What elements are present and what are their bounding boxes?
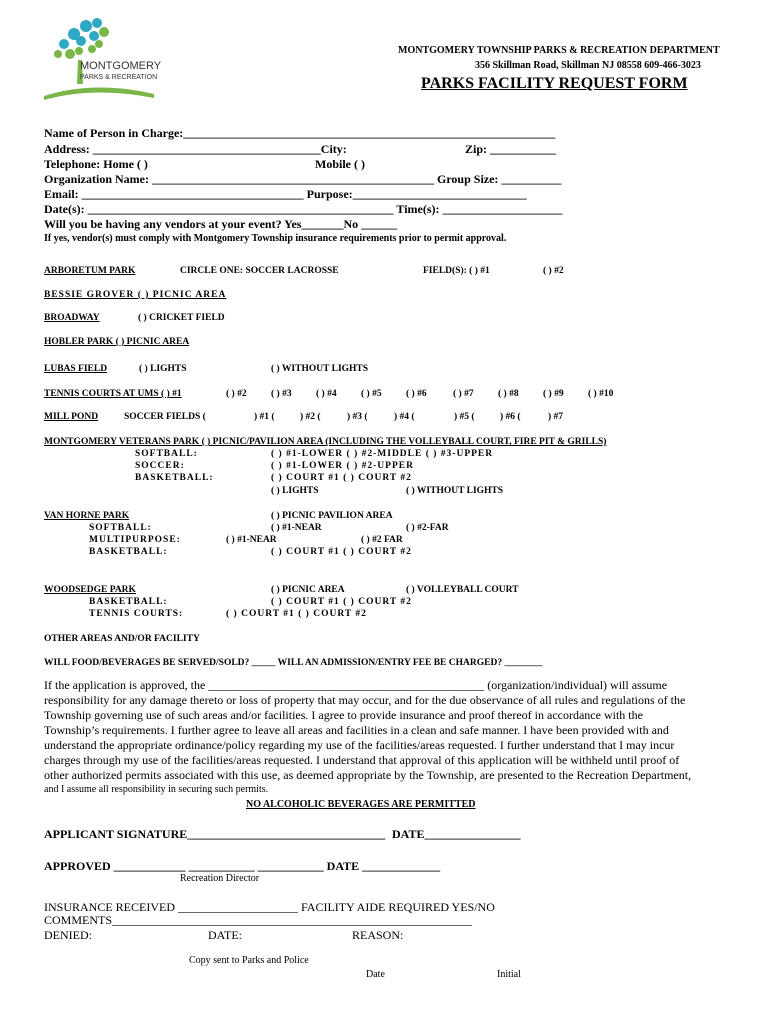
vh-softball-near[interactable]: ( ) #1-NEAR	[271, 523, 322, 533]
vet-basketball-label: BASKETBALL:	[135, 473, 214, 483]
van-horne-park: VAN HORNE PARK	[44, 511, 130, 521]
tennis-court-7[interactable]: ( ) #7	[453, 389, 474, 399]
vendor-note: If yes, vendor(s) must comply with Montgomery Township insurance requirements prior to permit approval.	[44, 233, 507, 244]
tennis-court-2[interactable]: ( ) #2	[226, 389, 247, 399]
logo-line2: PARKS & RECREATION	[80, 74, 158, 81]
woodsedge-park: WOODSEDGE PARK	[44, 585, 136, 595]
copy-date: Date	[366, 969, 385, 980]
lubas-field: LUBAS FIELD	[44, 364, 108, 374]
vh-softball-label: SOFTBALL:	[89, 523, 152, 533]
agreement-last: and I assume all responsibility in securing such permits.	[44, 784, 269, 795]
mill-field-1[interactable]: ) #1 (	[254, 412, 275, 422]
mill-pond: MILL POND	[44, 412, 99, 422]
comments-field[interactable]: COMMENTS____________________________________________________________	[44, 913, 473, 927]
tennis-court-10[interactable]: ( ) #10	[588, 389, 614, 399]
mill-field-4[interactable]: ) #4 (	[394, 412, 415, 422]
dept-name: MONTGOMERY TOWNSHIP PARKS & RECREATION DEPARTMENT	[398, 45, 720, 56]
tennis-ums[interactable]: TENNIS COURTS AT UMS ( ) #1	[44, 389, 182, 399]
denied-date[interactable]: DATE:	[208, 928, 242, 942]
vh-basketball-label: BASKETBALL:	[89, 547, 168, 557]
vet-lights[interactable]: ( ) LIGHTS	[271, 486, 319, 496]
mill-field-3[interactable]: ) #3 (	[347, 412, 368, 422]
vet-softball-label: SOFTBALL:	[135, 449, 198, 459]
name-field[interactable]: Name of Person in Charge:______________________________________________________________	[44, 126, 556, 140]
mill-field-7[interactable]: ) #7	[548, 412, 564, 422]
we-basketball-label: BASKETBALL:	[89, 597, 168, 607]
bessie-grover[interactable]: BESSIE GROVER ( ) PICNIC AREA	[44, 290, 227, 300]
veterans-park	[44, 437, 606, 447]
vet-soccer-opts[interactable]: ( ) #1-LOWER ( ) #2-UPPER	[271, 461, 414, 471]
lubas-lights[interactable]: ( ) LIGHTS	[139, 364, 187, 374]
denied-reason[interactable]: REASON:	[352, 928, 404, 942]
vh-multi-far[interactable]: ( ) #2 FAR	[361, 535, 403, 545]
logo-line1: MONTGOMERY	[80, 60, 162, 72]
logo	[34, 14, 164, 104]
veterans-title[interactable]: MONTGOMERY VETERANS PARK ( ) PICNIC/PAVILION AREA (INCLUDING THE VOLLEYBALL COURT, FIRE PIT & GRILLS)	[44, 437, 607, 447]
signature-date[interactable]: DATE________________	[392, 827, 521, 841]
tennis-court-5[interactable]: ( ) #5	[361, 389, 382, 399]
agreement-line-5: understand the appropriate ordinance/policy regarding my use of the facilities/areas requested. I further understand that I may incur	[44, 738, 675, 752]
vh-multi-near[interactable]: ( ) #1-NEAR	[226, 535, 277, 545]
arboretum-field2[interactable]: ( ) #2	[543, 266, 564, 276]
vh-pavilion[interactable]: ( ) PICNIC PAVILION AREA	[271, 511, 393, 521]
email-field[interactable]: Email: _____________________________________ Purpose:_____________________________	[44, 187, 527, 201]
mill-soccer-label: SOCCER FIELDS (	[124, 412, 206, 422]
arboretum-circle[interactable]: CIRCLE ONE: SOCCER LACROSSE	[180, 266, 339, 276]
dates-field[interactable]: Date(s): ___________________________________________________ Time(s): ____________________	[44, 202, 563, 216]
mill-field-2[interactable]: ) #2 (	[300, 412, 321, 422]
mill-field-6[interactable]: ) #6 (	[500, 412, 521, 422]
other-areas[interactable]: OTHER AREAS AND/OR FACILITY	[44, 634, 200, 644]
arboretum-field1[interactable]: FIELD(S): ( ) #1	[423, 266, 490, 276]
tennis-court-4[interactable]: ( ) #4	[316, 389, 337, 399]
agreement-line-1: If the application is approved, the ______________________________________________ (organization/individual) will assume	[44, 678, 668, 692]
broadway-cricket[interactable]: ( ) CRICKET FIELD	[138, 313, 225, 323]
phone-field[interactable]: Telephone: Home ( )	[44, 157, 148, 171]
arboretum-park: ARBORETUM PARK	[44, 266, 136, 276]
vet-soccer-label: SOCCER:	[135, 461, 185, 471]
lubas-nolights[interactable]: ( ) WITHOUT LIGHTS	[271, 364, 369, 374]
vh-softball-far[interactable]: ( ) #2-FAR	[406, 523, 449, 533]
hobler-park[interactable]: HOBLER PARK ( ) PICNIC AREA	[44, 337, 190, 347]
zip-field[interactable]: Zip: ___________	[465, 142, 557, 156]
we-tennis-courts[interactable]: ( ) COURT #1 ( ) COURT #2	[226, 609, 367, 619]
tennis-court-8[interactable]: ( ) #8	[498, 389, 519, 399]
address-field[interactable]: Address: ______________________________________City:	[44, 142, 347, 156]
applicant-signature[interactable]: APPLICANT SIGNATURE_________________________________	[44, 827, 386, 841]
tennis-court-6[interactable]: ( ) #6	[406, 389, 427, 399]
mobile-field[interactable]: Mobile ( )	[315, 157, 365, 171]
recreation-director: Recreation Director	[180, 873, 260, 884]
food-admission[interactable]: WILL FOOD/BEVERAGES BE SERVED/SOLD? _____ WILL AN ADMISSION/ENTRY FEE BE CHARGED? ________	[44, 658, 543, 668]
vet-basketball-opts[interactable]: ( ) COURT #1 ( ) COURT #2	[271, 473, 412, 483]
agreement-line-4: Township’s requirements. I further agree to leave all areas and facilities in a clean and safe manner. I have been provided with and	[44, 723, 669, 737]
approved-field[interactable]: APPROVED ____________ ___________ ___________ DATE _____________	[44, 859, 441, 873]
agreement-line-7: other authorized permits associated with this use, as deemed appropriate by the Township, are presented to the Recreation Department,	[44, 768, 692, 782]
we-tennis-label: TENNIS COURTS:	[89, 609, 184, 619]
tennis-court-9[interactable]: ( ) #9	[543, 389, 564, 399]
agreement-line-6: charges through my use of the facilities/areas requested. I understand that approval of this application will be withheld until proof of	[44, 753, 680, 767]
we-volleyball[interactable]: ( ) VOLLEYBALL COURT	[406, 585, 519, 595]
vet-nolights[interactable]: ( ) WITHOUT LIGHTS	[406, 486, 504, 496]
org-field[interactable]: Organization Name: _______________________________________________ Group Size: __________	[44, 172, 562, 186]
tennis-court-3[interactable]: ( ) #3	[271, 389, 292, 399]
vet-softball-opts[interactable]: ( ) #1-LOWER ( ) #2-MIDDLE ( ) #3-UPPER	[271, 449, 494, 459]
vendors-field[interactable]: Will you be having any vendors at your event? Yes_______No ______	[44, 217, 398, 231]
copy-initial: Initial	[497, 969, 521, 980]
dept-address: 356 Skillman Road, Skillman NJ 08558 609-466-3023	[475, 60, 701, 71]
page-title: PARKS FACILITY REQUEST FORM	[421, 75, 688, 92]
copy-sent: Copy sent to Parks and Police	[189, 955, 309, 966]
agreement-line-2: responsibility for any damage thereto or loss of property that may occur, and for the due observance of all rules and regulations of the	[44, 693, 686, 707]
vh-multi-label: MULTIPURPOSE:	[89, 535, 181, 545]
tree-logo-icon	[34, 14, 164, 104]
we-basketball-courts[interactable]: ( ) COURT #1 ( ) COURT #2	[271, 597, 412, 607]
denied-label[interactable]: DENIED:	[44, 928, 92, 942]
vh-basketball-courts[interactable]: ( ) COURT #1 ( ) COURT #2	[271, 547, 412, 557]
broadway: BROADWAY	[44, 313, 100, 323]
agreement-line-3: Township governing use of such areas and/or facilities. I agree to provide insurance and proof thereof in accordance with the	[44, 708, 643, 722]
we-picnic[interactable]: ( ) PICNIC AREA	[271, 585, 345, 595]
mill-field-5[interactable]: ) #5 (	[454, 412, 475, 422]
insurance-received[interactable]: INSURANCE RECEIVED ____________________ FACILITY AIDE REQUIRED YES/NO	[44, 900, 495, 914]
no-alcohol: NO ALCOHOLIC BEVERAGES ARE PERMITTED	[246, 799, 476, 810]
